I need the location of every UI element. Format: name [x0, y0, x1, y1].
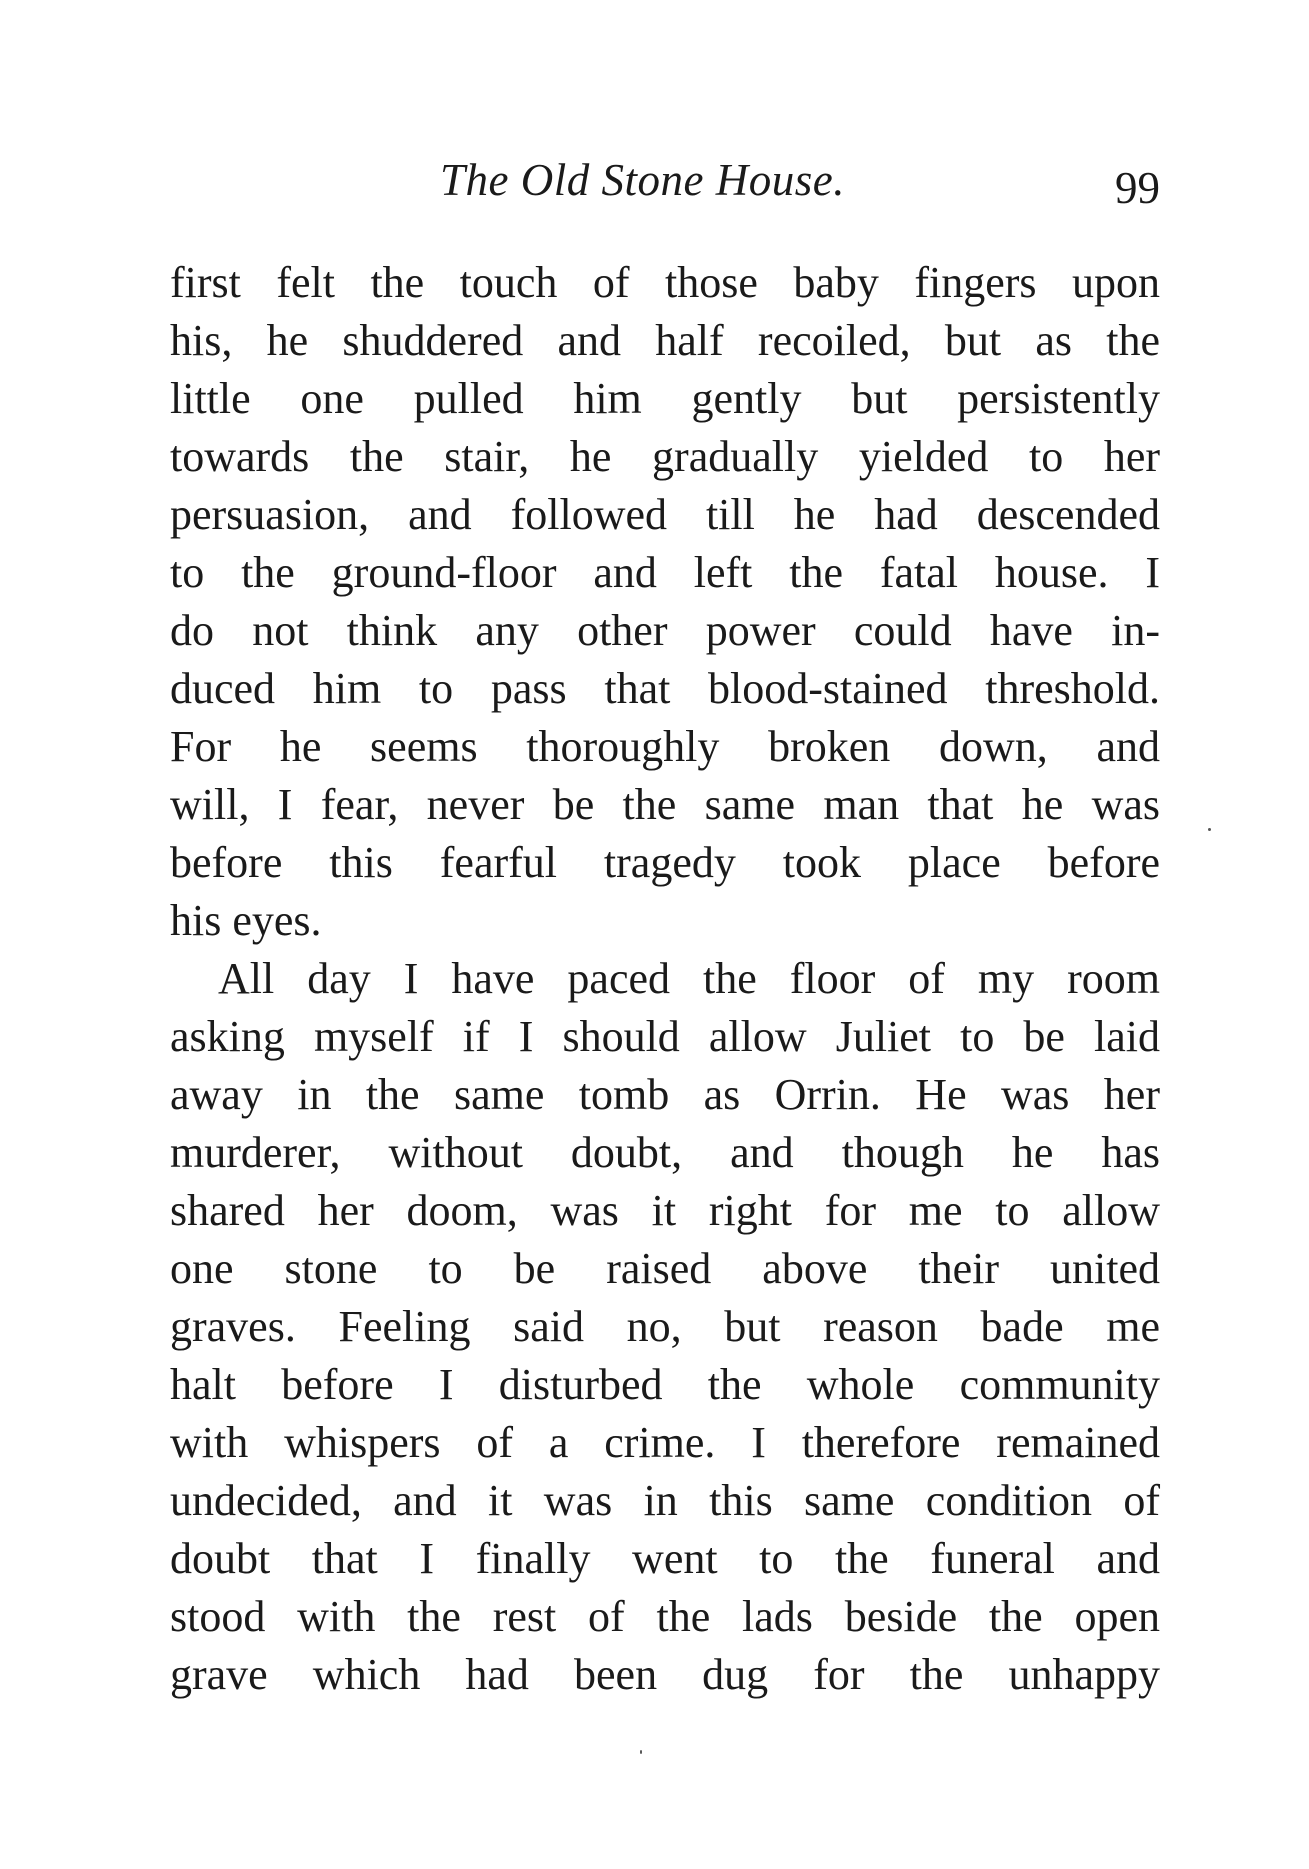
text-line: little one pulled him gently but persistently [170, 374, 1160, 423]
body-text [170, 254, 1160, 1704]
text-line: first felt the touch of those baby fingers upon [170, 258, 1160, 307]
text-line: towards the stair, he gradually yielded to her [170, 432, 1160, 481]
text-line: duced him to pass that blood-stained threshold. [170, 664, 1160, 713]
running-title: The Old Stone House. [440, 155, 845, 205]
page-number: 99 [1115, 163, 1160, 213]
text-line: before this fearful tragedy took place before [170, 838, 1160, 887]
text-line: away in the same tomb as Orrin. He was her [170, 1070, 1160, 1119]
text-line: with whispers of a crime. I therefore remained [170, 1418, 1160, 1467]
text-line: halt before I disturbed the whole community [170, 1360, 1160, 1409]
text-line: undecided, and it was in this same condition of [170, 1476, 1160, 1525]
text-line: one stone to be raised above their united [170, 1244, 1160, 1293]
text-line: shared her doom, was it right for me to allow [170, 1186, 1160, 1235]
paper-speck [640, 1750, 642, 1754]
paper-speck [1208, 828, 1211, 831]
running-head [170, 150, 1160, 220]
paragraph-end-line: his eyes. [170, 896, 322, 945]
text-line: stood with the rest of the lads beside the open [170, 1592, 1160, 1641]
text-line: to the ground-floor and left the fatal house. I [170, 548, 1160, 597]
text-line: do not think any other power could have in- [170, 606, 1160, 655]
text-line: graves. Feeling said no, but reason bade me [170, 1302, 1160, 1351]
text-line: asking myself if I should allow Juliet to be laid [170, 1012, 1160, 1061]
text-line: murderer, without doubt, and though he has [170, 1128, 1160, 1177]
text-line: doubt that I finally went to the funeral and [170, 1534, 1160, 1583]
text-line: persuasion, and followed till he had descended [170, 490, 1160, 539]
text-line: his, he shuddered and half recoiled, but as the [170, 316, 1160, 365]
text-line: grave which had been dug for the unhappy [170, 1650, 1160, 1699]
text-line: will, I fear, never be the same man that he was [170, 780, 1160, 829]
text-line: For he seems thoroughly broken down, and [170, 722, 1160, 771]
paragraph-start-line: All day I have paced the floor of my room [218, 954, 1160, 1003]
